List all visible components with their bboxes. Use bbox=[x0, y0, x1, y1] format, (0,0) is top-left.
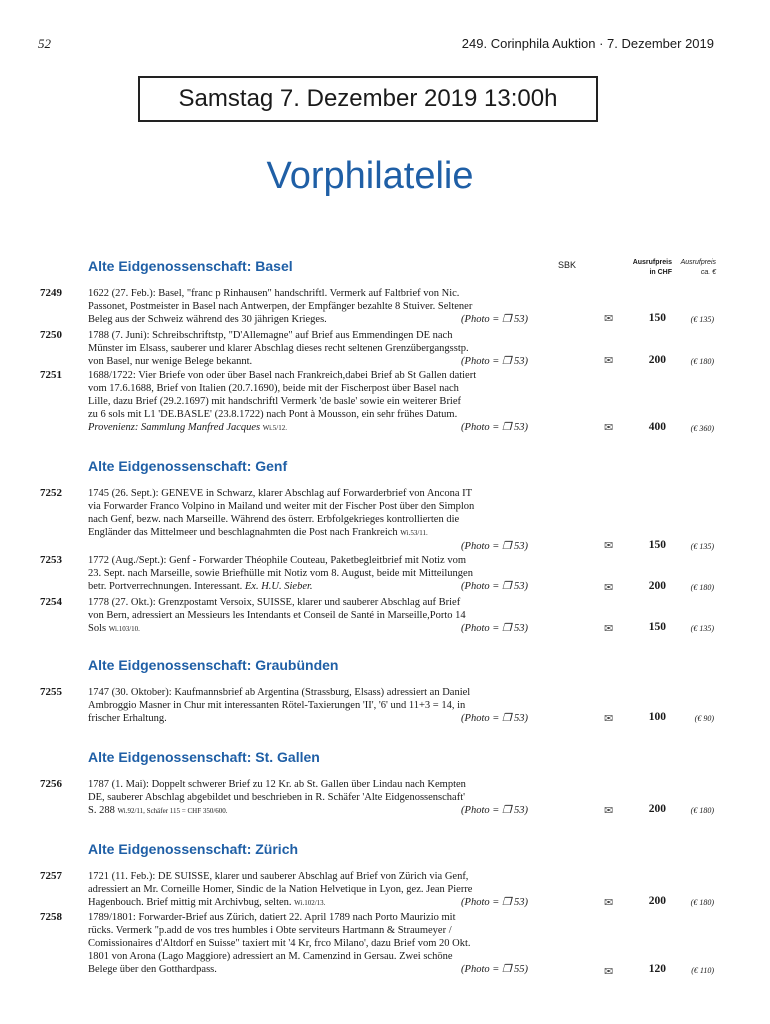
page-number: 52 bbox=[38, 36, 51, 51]
lot-text-line: adressiert an Mr. Corneille Homer, Sindic de la Nation Helvetique in Lyon, gez. Jean Pierre bbox=[88, 884, 473, 895]
lot-text-line bbox=[88, 313, 528, 326]
lot-callprice: 400 bbox=[648, 421, 666, 433]
lot-reference: Wi.103/10. bbox=[108, 625, 140, 633]
lot-text-line bbox=[88, 540, 528, 553]
lot-text-line bbox=[88, 421, 528, 435]
lot-description bbox=[88, 369, 528, 435]
column-header-callprice-line1: Ausrufpreis bbox=[632, 259, 672, 266]
lot-number: 7258 bbox=[40, 911, 62, 923]
lot-text-line: via Forwarder Franco Volpino in Mailand und weiter mit der Fischer Post über den Simplon bbox=[88, 501, 475, 512]
lot-number: 7250 bbox=[40, 329, 62, 341]
lot-text-line bbox=[88, 712, 528, 725]
column-header-estimate-line2: ca. € bbox=[700, 269, 716, 276]
envelope-icon: ✉ bbox=[604, 897, 614, 909]
lot-callprice: 150 bbox=[648, 312, 666, 324]
lot-text-line bbox=[88, 355, 528, 368]
lot-callprice: 200 bbox=[648, 354, 666, 366]
lot-text: Belege über den Gotthardpass. bbox=[88, 964, 217, 975]
envelope-icon: ✉ bbox=[604, 582, 614, 594]
lot-description bbox=[88, 911, 528, 976]
photo-reference: (Photo = ❒ 53) bbox=[461, 805, 528, 816]
lot-description bbox=[88, 287, 528, 326]
lot-text-line bbox=[88, 622, 528, 636]
lot-number: 7254 bbox=[40, 596, 62, 608]
photo-reference: (Photo = ❒ 53) bbox=[461, 581, 528, 592]
lot-estimate-eur: (€ 360) bbox=[690, 424, 714, 433]
lot-text: betr. Portverrechnungen. Interessant. bbox=[88, 581, 243, 592]
lot-estimate-eur: (€ 180) bbox=[690, 583, 714, 592]
lot-text: Engländer das Mittelmeer und beschlagnahmten die Post nach Frankreich bbox=[88, 527, 398, 538]
lot-estimate-eur: (€ 180) bbox=[690, 357, 714, 366]
lot-reference: Wi.102/13. bbox=[294, 899, 326, 907]
lot-number: 7253 bbox=[40, 554, 62, 566]
lot-estimate-eur: (€ 180) bbox=[690, 898, 714, 907]
lot-text-line: 1772 (Aug./Sept.): Genf - Forwarder Théophile Couteau, Paketbegleitbrief mit Notiz vom bbox=[88, 555, 467, 566]
lot-callprice: 200 bbox=[648, 895, 666, 907]
lot-number: 7252 bbox=[40, 487, 62, 499]
lot-text-line: Münster im Elsass, sauberer und klarer Abschlag dieses recht seltenen Grenzübergangsstp. bbox=[88, 343, 469, 354]
lot-number: 7255 bbox=[40, 686, 62, 698]
lot-callprice: 100 bbox=[648, 711, 666, 723]
lot-text-line bbox=[88, 804, 528, 818]
photo-reference: (Photo = ❒ 53) bbox=[461, 713, 528, 724]
photo-reference: (Photo = ❒ 53) bbox=[461, 422, 528, 433]
lot-text-line: vom 17.6.1688, Brief von Italien (20.7.1690), beide mit der Fischerpost über Basel nach bbox=[88, 383, 459, 394]
lot-text-line: 1789/1801: Forwarder-Brief aus Zürich, datiert 22. April 1789 nach Porto Maurizio mit bbox=[88, 912, 456, 923]
lot-description bbox=[88, 487, 528, 553]
lot-estimate-eur: (€ 135) bbox=[690, 315, 714, 324]
lot-description bbox=[88, 778, 528, 818]
column-header-estimate bbox=[676, 258, 716, 278]
lot-reference: Wi.5/12. bbox=[262, 424, 287, 432]
lot-text-line: zu 6 sols mit L1 'DE.BASLE' (23.8.1722) nach Pont à Mousson, ein sehr frühes Datum. bbox=[88, 409, 458, 420]
lot-estimate-eur: (€ 135) bbox=[690, 624, 714, 633]
envelope-icon: ✉ bbox=[604, 713, 614, 725]
lot-text-line: 1787 (1. Mai): Doppelt schwerer Brief zu 12 Kr. ab St. Gallen über Lindau nach Kempten bbox=[88, 779, 466, 790]
lot-text: Sols bbox=[88, 623, 107, 634]
lot-number: 7256 bbox=[40, 778, 62, 790]
lot-text-line: 1745 (26. Sept.): GENEVE in Schwarz, klarer Abschlag auf Forwarderbrief von Ancona IT bbox=[88, 488, 473, 499]
lot-text-line bbox=[88, 526, 528, 540]
envelope-icon: ✉ bbox=[604, 540, 614, 552]
lot-description bbox=[88, 870, 528, 910]
lot-text-line: DE, sauberer Abschlag abgebildet und beschrieben in R. Schäfer 'Alte Eidgenossenschaft' bbox=[88, 792, 466, 803]
photo-reference: (Photo = ❒ 53) bbox=[461, 897, 528, 908]
envelope-icon: ✉ bbox=[604, 623, 614, 635]
photo-reference: (Photo = ❒ 53) bbox=[461, 356, 528, 367]
lot-text-line: 1747 (30. Oktober): Kaufmannsbrief ab Argentina (Strassburg, Elsass) adressiert an Daniel bbox=[88, 687, 471, 698]
lot-number: 7249 bbox=[40, 287, 62, 299]
lot-text-line: 1721 (11. Feb.): DE SUISSE, klarer und sauberer Abschlag auf Brief von Zürich via Genf, bbox=[88, 871, 469, 882]
lot-estimate-eur: (€ 110) bbox=[691, 966, 714, 975]
photo-reference: (Photo = ❒ 53) bbox=[461, 541, 528, 552]
date-banner bbox=[138, 76, 598, 122]
photo-reference: (Photo = ❒ 53) bbox=[461, 623, 528, 634]
envelope-icon: ✉ bbox=[604, 966, 614, 978]
lot-number: 7251 bbox=[40, 369, 62, 381]
provenance: Provenienz: Sammlung Manfred Jacques bbox=[88, 422, 261, 433]
lot-callprice: 150 bbox=[648, 621, 666, 633]
lot-text-line: 1622 (27. Feb.): Basel, "franc p Rinhausen" handschriftl. Vermerk auf Faltbrief von Nic. bbox=[88, 288, 460, 299]
section-heading-graubuenden: Alte Eidgenossenschaft: Graubünden bbox=[88, 657, 339, 673]
column-header-callprice-line2: in CHF bbox=[649, 269, 672, 276]
lot-description bbox=[88, 596, 528, 636]
envelope-icon: ✉ bbox=[604, 422, 614, 434]
lot-description bbox=[88, 686, 528, 725]
expert-signature: Ex. H.U. Sieber. bbox=[244, 581, 313, 592]
envelope-icon: ✉ bbox=[604, 313, 614, 325]
lot-text-line: Ambroggio Masner in Chur mit interessanten Rötel-Taxierungen 'II', '6' und 11+3 = 14, in bbox=[88, 700, 466, 711]
lot-number: 7257 bbox=[40, 870, 62, 882]
lot-text-line: 1688/1722: Vier Briefe von oder über Basel nach Frankreich,dabei Brief ab St Gallen datiert bbox=[88, 370, 477, 381]
column-header-estimate-line1: Ausrufpreis bbox=[680, 259, 716, 266]
lot-text-line bbox=[88, 896, 528, 910]
lot-text-line: Lille, dazu Brief (29.2.1697) mit handschriftl Vermerk 'de basle' sowie ein weiterer Brief bbox=[88, 396, 462, 407]
lot-callprice: 120 bbox=[648, 963, 666, 975]
envelope-icon: ✉ bbox=[604, 355, 614, 367]
lot-text-line: 1801 von Arona (Lago Maggiore) adressiert an M. Camenzind in Gersau. Zwei schöne bbox=[88, 951, 453, 962]
lot-text-line: rücks. Vermerk "p.add de vos tres humbles i Obte serviteurs Hartmann & Straumeyer / bbox=[88, 925, 452, 936]
lot-description bbox=[88, 329, 528, 368]
date-banner-text: Samstag 7. Dezember 2019 13:00h bbox=[178, 85, 558, 112]
lot-text-line: Comissionaires d'Altdorf en Suisse" taxiert mit '4 Kr, frco Milano', dazu Brief vom 20 Okt. bbox=[88, 938, 471, 949]
lot-callprice: 200 bbox=[648, 580, 666, 592]
lot-text-line bbox=[88, 580, 528, 593]
lot-text-line: Passonet, Postmeister in Basel nach Antwerpen, der Empfänger bezahlte 8 Stuiver. Seltener bbox=[88, 301, 473, 312]
lot-text-line: 1788 (7. Juni): Schreibschriftstp, "D'Allemagne" auf Brief aus Emmendingen DE nach bbox=[88, 330, 453, 341]
lot-text: von Basel, nur wenige Belege bekannt. bbox=[88, 356, 253, 367]
lot-text-line: 1778 (27. Okt.): Grenzpostamt Versoix, SUISSE, klarer und sauberer Abschlag auf Brief bbox=[88, 597, 461, 608]
section-heading-genf: Alte Eidgenossenschaft: Genf bbox=[88, 458, 288, 474]
lot-estimate-eur: (€ 90) bbox=[694, 714, 714, 723]
section-heading-stgallen: Alte Eidgenossenschaft: St. Gallen bbox=[88, 749, 320, 765]
page-title: Vorphilatelie bbox=[266, 155, 474, 197]
lot-text-line: nach Genf, bezw. nach Marseille. Während des österr. Erbfolgekrieges kontrollierten die bbox=[88, 514, 460, 525]
lot-text: frischer Erhaltung. bbox=[88, 713, 167, 724]
lot-text-line: von Bern, adressiert an Messieurs les Intendants et Conseil de Santé in Marseille,Porto 14 bbox=[88, 610, 466, 621]
photo-reference: (Photo = ❒ 55) bbox=[461, 964, 528, 975]
lot-estimate-eur: (€ 135) bbox=[690, 542, 714, 551]
photo-reference: (Photo = ❒ 53) bbox=[461, 314, 528, 325]
lot-description bbox=[88, 554, 528, 593]
column-header-sbk: SBK bbox=[558, 260, 577, 270]
running-title: 249. Corinphila Auktion · 7. Dezember 2019 bbox=[461, 36, 714, 51]
section-heading-zuerich: Alte Eidgenossenschaft: Zürich bbox=[88, 841, 299, 857]
lot-text-line bbox=[88, 963, 528, 976]
lot-text: S. 288 bbox=[88, 805, 115, 816]
envelope-icon: ✉ bbox=[604, 805, 614, 817]
lot-reference: Wi.92/11, Schäfer 115 = CHF 350/600. bbox=[117, 807, 228, 815]
lot-reference: Wi.53/11. bbox=[400, 529, 428, 537]
lot-text: Hagenbouch. Brief mittig mit Archivbug, selten. bbox=[88, 897, 292, 908]
lot-callprice: 200 bbox=[648, 803, 666, 815]
column-header-callprice bbox=[628, 258, 672, 278]
section-heading-basel: Alte Eidgenossenschaft: Basel bbox=[88, 258, 293, 274]
lot-callprice: 150 bbox=[648, 539, 666, 551]
lot-estimate-eur: (€ 180) bbox=[690, 806, 714, 815]
lot-text-line: 23. Sept. nach Marseille, sowie Briefhülle mit Notiz vom 8. August, beide mit Mitteilungen bbox=[88, 568, 473, 579]
lot-text: Beleg aus der Schweiz während des 30 jährigen Krieges. bbox=[88, 314, 327, 325]
